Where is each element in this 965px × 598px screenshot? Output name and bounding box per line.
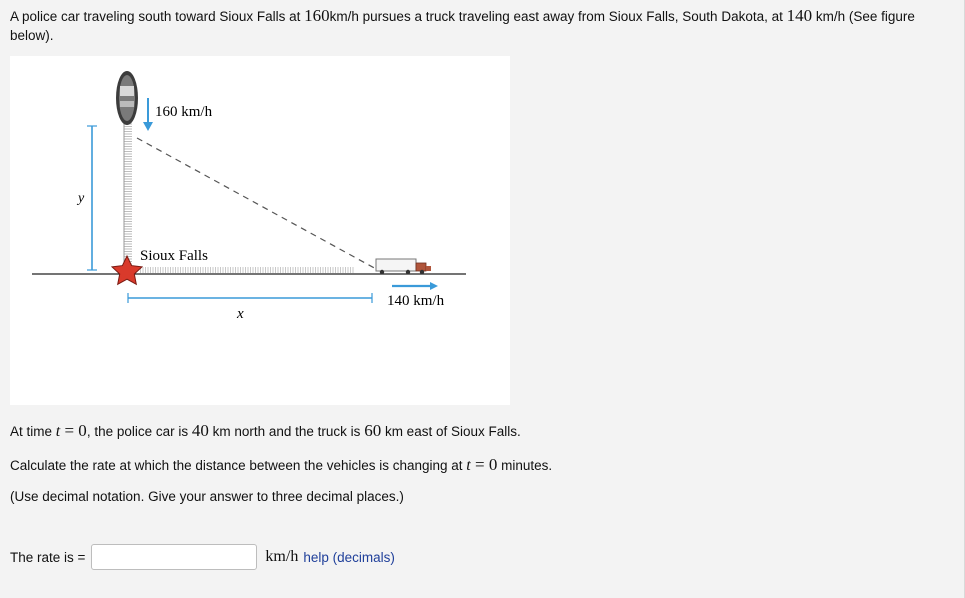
problem-figure bbox=[10, 56, 510, 405]
text: km east of Sioux Falls. bbox=[381, 424, 521, 439]
answer-row bbox=[10, 542, 395, 572]
problem-text-2: km/h pursues a truck traveling east away from Sioux Falls, South Dakota, at bbox=[329, 9, 787, 24]
city-label: Sioux Falls bbox=[140, 248, 208, 264]
police-car-icon bbox=[116, 71, 138, 125]
east-distance: 60 bbox=[364, 421, 382, 440]
problem-text-1: A police car traveling south toward Sioux Falls at bbox=[10, 9, 305, 24]
y-label: y bbox=[78, 191, 85, 206]
figure-diagram bbox=[10, 56, 510, 405]
time-variable: t bbox=[55, 423, 61, 440]
text: At time bbox=[10, 424, 56, 439]
x-label: x bbox=[237, 306, 244, 322]
police-speed-value: 160 bbox=[304, 6, 330, 25]
north-distance: 40 bbox=[191, 421, 209, 440]
instructions: (Use decimal notation. Give your answer to three decimal places.) bbox=[10, 489, 404, 504]
time-equation: = 0 bbox=[470, 455, 498, 474]
text: minutes. bbox=[497, 458, 553, 473]
truck-speed-label: 140 km/h bbox=[387, 293, 445, 309]
problem-statement bbox=[10, 6, 960, 45]
police-speed-label: 160 km/h bbox=[155, 104, 213, 120]
police-arrowhead-icon bbox=[143, 122, 153, 131]
text: , the police car is bbox=[86, 424, 192, 439]
help-decimals-link[interactable]: help (decimals) bbox=[303, 549, 395, 565]
problem-text-3: km/h (See figure below). bbox=[10, 9, 915, 43]
question bbox=[10, 455, 552, 475]
text: km north and the truck is bbox=[208, 424, 365, 439]
time-variable: t bbox=[466, 457, 471, 474]
truck-arrowhead-icon bbox=[430, 282, 438, 290]
answer-label: The rate is = bbox=[10, 549, 86, 565]
time-equation: = 0 bbox=[60, 421, 87, 440]
answer-input[interactable] bbox=[91, 544, 257, 570]
answer-unit: km/h bbox=[265, 548, 299, 565]
star-icon bbox=[112, 256, 142, 284]
text: Calculate the rate at which the distance between the vehicles is changing at bbox=[10, 458, 467, 473]
truck-speed-value: 140 bbox=[786, 6, 813, 25]
truck-icon bbox=[376, 259, 431, 274]
initial-conditions bbox=[10, 421, 521, 441]
